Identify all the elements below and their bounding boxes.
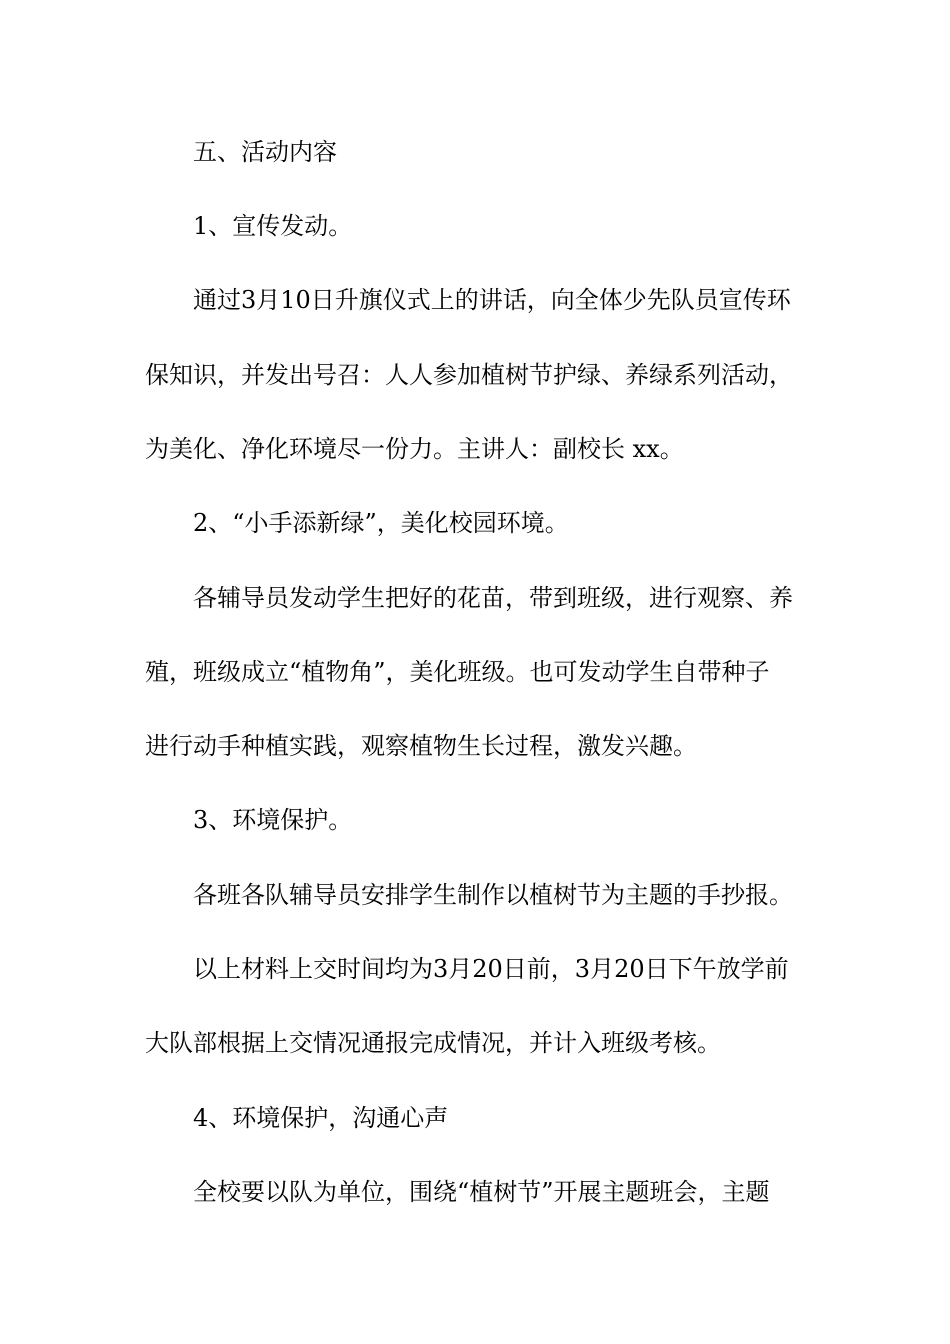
section-heading-activity-content: 五、活动内容 [193,138,337,166]
paragraph-line: 全校要以队为单位，围绕“植树节”开展主题班会，主题 [193,1178,770,1206]
paragraph-line: 保知识，并发出号召：人人参加植树节护绿、养绿系列活动， [145,361,793,389]
paragraph-line: 通过3月10日升旗仪式上的讲话，向全体少先队员宣传环 [193,286,791,314]
paragraph-line: 大队部根据上交情况通报完成情况，并计入班级考核。 [145,1029,721,1057]
paragraph-line: 各班各队辅导员安排学生制作以植树节为主题的手抄报。 [193,881,793,909]
subheading-publicity: 1、宣传发动。 [193,212,353,240]
paragraph-line: 进行动手种植实践，观察植物生长过程，激发兴趣。 [145,732,697,760]
subheading-environment-protection: 3、环境保护。 [193,806,353,834]
subheading-communication: 4、环境保护，沟通心声 [193,1104,449,1132]
paragraph-line: 以上材料上交时间均为3月20日前，3月20日下午放学前 [193,955,789,983]
paragraph-line: 各辅导员发动学生把好的花苗，带到班级，进行观察、养 [193,584,793,612]
paragraph-line: 为美化、净化环境尽一份力。主讲人：副校长 xx。 [145,435,684,463]
subheading-greening-campus: 2、“小手添新绿”，美化校园环境。 [193,509,569,537]
paragraph-line: 殖，班级成立“植物角”，美化班级。也可发动学生自带种子 [145,658,770,686]
